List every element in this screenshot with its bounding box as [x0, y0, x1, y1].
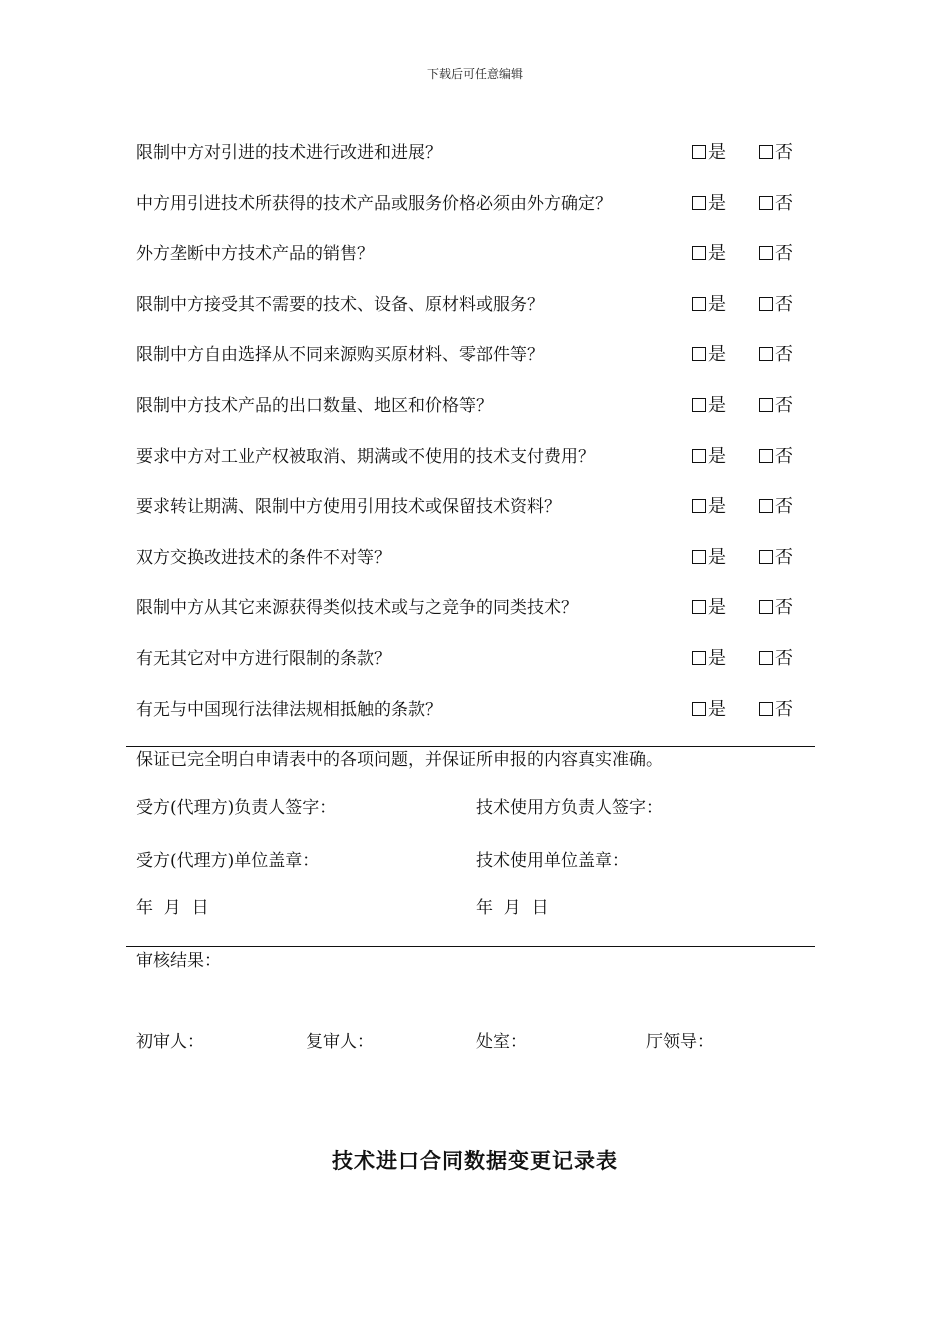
- question-row: [136, 189, 816, 240]
- no-option[interactable]: [759, 391, 793, 421]
- no-checkbox[interactable]: [759, 398, 773, 412]
- no-checkbox[interactable]: [759, 246, 773, 260]
- no-option[interactable]: [759, 442, 793, 472]
- question-row: [136, 644, 816, 695]
- yes-checkbox[interactable]: [692, 550, 706, 564]
- yes-label: 是: [708, 344, 726, 366]
- yes-option[interactable]: [692, 695, 726, 725]
- yes-checkbox[interactable]: [692, 246, 706, 260]
- yes-checkbox[interactable]: [692, 145, 706, 159]
- no-label: 否: [775, 243, 793, 265]
- section-divider-review: [126, 946, 815, 947]
- question-row: [136, 543, 816, 594]
- question-row: [136, 138, 816, 189]
- question-row: [136, 239, 816, 290]
- no-checkbox[interactable]: [759, 600, 773, 614]
- yes-option[interactable]: [692, 290, 726, 320]
- question-text: 限制中方技术产品的出口数量、地区和价格等？: [136, 395, 493, 416]
- yes-label: 是: [708, 546, 726, 568]
- no-checkbox[interactable]: [759, 651, 773, 665]
- licensee-signature-label: 受方(代理方)负责人签字：: [136, 798, 337, 818]
- yes-option[interactable]: [692, 138, 726, 168]
- no-option[interactable]: [759, 189, 793, 219]
- question-text: 双方交换改进技术的条件不对等？: [136, 547, 391, 568]
- no-label: 否: [775, 647, 793, 669]
- yes-label: 是: [708, 698, 726, 720]
- no-checkbox[interactable]: [759, 499, 773, 513]
- date-right: 年 月 日: [476, 898, 549, 918]
- question-row: [136, 391, 816, 442]
- review-result-label: 审核结果：: [136, 951, 221, 971]
- question-text: 限制中方接受其不需要的技术、设备、原材料或服务？: [136, 294, 544, 315]
- question-row: [136, 340, 816, 391]
- section-divider-declaration: [126, 746, 815, 747]
- question-list: [136, 138, 816, 745]
- yes-option[interactable]: [692, 442, 726, 472]
- question-text: 限制中方对引进的技术进行改进和进展？: [136, 143, 442, 163]
- yes-checkbox[interactable]: [692, 600, 706, 614]
- no-label: 否: [775, 344, 793, 366]
- user-seal-label: 技术使用单位盖章：: [476, 851, 629, 871]
- question-text: 外方垄断中方技术产品的销售？: [136, 244, 374, 265]
- question-text: 限制中方从其它来源获得类似技术或与之竞争的同类技术？: [136, 598, 578, 619]
- yes-checkbox[interactable]: [692, 398, 706, 412]
- no-checkbox[interactable]: [759, 702, 773, 716]
- question-row: [136, 492, 816, 543]
- date-left: 年 月 日: [136, 898, 209, 918]
- yes-label: 是: [708, 142, 726, 163]
- no-label: 否: [775, 698, 793, 720]
- yes-label: 是: [708, 243, 726, 265]
- no-label: 否: [775, 496, 793, 518]
- question-row: [136, 290, 816, 341]
- question-text: 要求转让期满、限制中方使用引用技术或保留技术资料？: [136, 497, 561, 518]
- no-option[interactable]: [759, 290, 793, 320]
- question-text: 限制中方自由选择从不同来源购买原材料、零部件等？: [136, 345, 544, 366]
- director-label: 厅领导：: [646, 1032, 714, 1052]
- no-option[interactable]: [759, 340, 793, 370]
- no-checkbox[interactable]: [759, 550, 773, 564]
- no-label: 否: [775, 293, 793, 315]
- declaration-statement: 保证已完全明白申请表中的各项问题，并保证所申报的内容真实准确。: [136, 750, 663, 770]
- no-label: 否: [775, 394, 793, 416]
- yes-option[interactable]: [692, 391, 726, 421]
- yes-checkbox[interactable]: [692, 449, 706, 463]
- question-text: 要求中方对工业产权被取消、期满或不使用的技术支付费用？: [136, 446, 595, 467]
- yes-option[interactable]: [692, 189, 726, 219]
- no-option[interactable]: [759, 239, 793, 269]
- yes-label: 是: [708, 293, 726, 315]
- yes-label: 是: [708, 394, 726, 416]
- yes-checkbox[interactable]: [692, 347, 706, 361]
- yes-option[interactable]: [692, 340, 726, 370]
- no-label: 否: [775, 597, 793, 619]
- question-row: [136, 593, 816, 644]
- question-text: 有无与中国现行法律法规相抵触的条款？: [136, 699, 442, 720]
- question-text: 中方用引进技术所获得的技术产品或服务价格必须由外方确定？: [136, 193, 612, 214]
- no-label: 否: [775, 142, 793, 163]
- office-label: 处室：: [476, 1032, 527, 1052]
- no-checkbox[interactable]: [759, 297, 773, 311]
- no-option[interactable]: [759, 695, 793, 725]
- user-signature-label: 技术使用方负责人签字：: [476, 798, 663, 818]
- yes-checkbox[interactable]: [692, 702, 706, 716]
- next-section-title: 技术进口合同数据变更记录表: [332, 1149, 618, 1173]
- no-option[interactable]: [759, 593, 793, 623]
- no-checkbox[interactable]: [759, 449, 773, 463]
- licensee-seal-label: 受方(代理方)单位盖章：: [136, 851, 320, 871]
- yes-label: 是: [708, 597, 726, 619]
- yes-checkbox[interactable]: [692, 499, 706, 513]
- no-option[interactable]: [759, 543, 793, 573]
- yes-label: 是: [708, 445, 726, 467]
- yes-option[interactable]: [692, 593, 726, 623]
- question-row: [136, 442, 816, 493]
- yes-option[interactable]: [692, 239, 726, 269]
- second-reviewer-label: 复审人：: [306, 1032, 374, 1052]
- first-reviewer-label: 初审人：: [136, 1032, 204, 1052]
- no-option[interactable]: [759, 492, 793, 522]
- yes-option[interactable]: [692, 543, 726, 573]
- no-checkbox[interactable]: [759, 347, 773, 361]
- yes-checkbox[interactable]: [692, 297, 706, 311]
- yes-label: 是: [708, 192, 726, 214]
- yes-option[interactable]: [692, 644, 726, 674]
- no-checkbox[interactable]: [759, 145, 773, 159]
- no-option[interactable]: [759, 138, 793, 168]
- yes-checkbox[interactable]: [692, 651, 706, 665]
- yes-checkbox[interactable]: [692, 196, 706, 210]
- no-label: 否: [775, 546, 793, 568]
- no-label: 否: [775, 192, 793, 214]
- no-label: 否: [775, 445, 793, 467]
- question-row: [136, 695, 816, 746]
- no-option[interactable]: [759, 644, 793, 674]
- yes-option[interactable]: [692, 492, 726, 522]
- no-checkbox[interactable]: [759, 196, 773, 210]
- header-note: 下载后可任意编辑: [426, 67, 523, 81]
- yes-label: 是: [708, 647, 726, 669]
- yes-label: 是: [708, 496, 726, 518]
- question-text: 有无其它对中方进行限制的条款？: [136, 648, 391, 669]
